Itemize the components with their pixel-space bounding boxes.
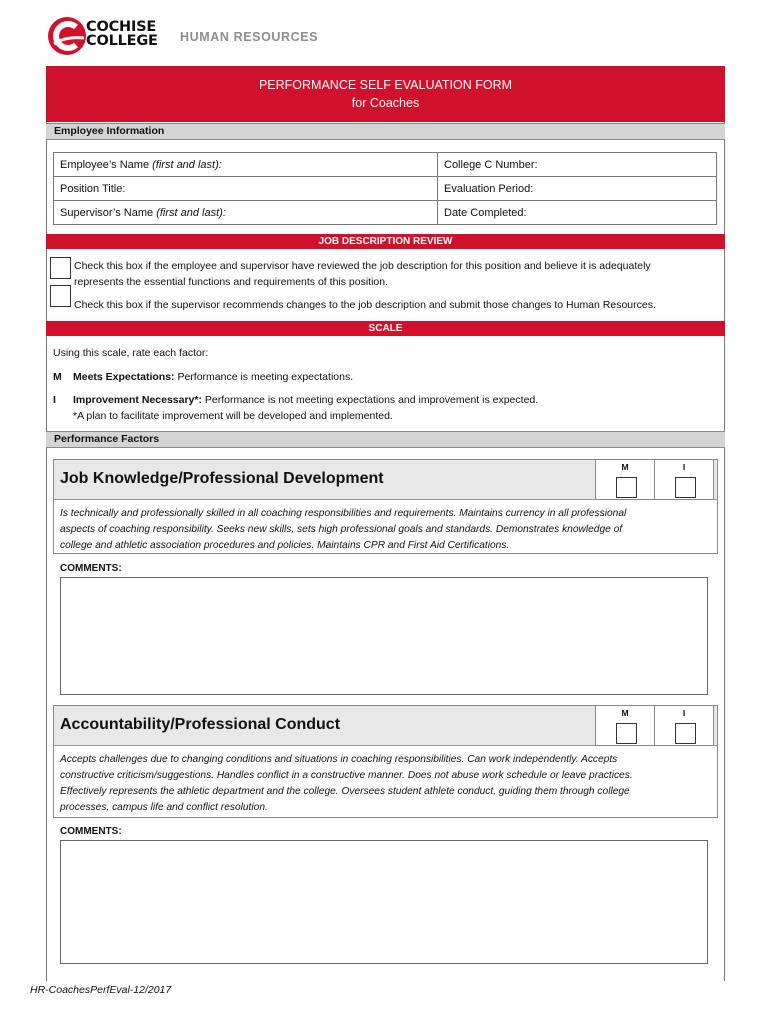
employee-name-field[interactable]: Employee’s Name (first and last): xyxy=(54,153,438,177)
comments-label: COMMENTS: xyxy=(60,826,122,837)
job-review-header: JOB DESCRIPTION REVIEW xyxy=(46,234,725,249)
comments-box-accountability[interactable] xyxy=(60,840,708,964)
comments-box-job-knowledge[interactable] xyxy=(60,577,708,695)
department-label: HUMAN RESOURCES xyxy=(180,30,319,44)
comments-label: COMMENTS: xyxy=(60,563,122,574)
form-title: PERFORMANCE SELF EVALUATION FORM xyxy=(258,78,513,92)
factor-accountability xyxy=(53,705,718,818)
rating-m-cell: M xyxy=(595,705,655,746)
factor-title: Job Knowledge/Professional Development xyxy=(60,470,384,487)
date-completed-field[interactable]: Date Completed: xyxy=(438,201,717,225)
form-subtitle: for Coaches xyxy=(351,96,420,110)
rating-i-cell: I xyxy=(654,459,714,500)
rating-m-checkbox[interactable] xyxy=(616,723,637,744)
job-review-changes-checkbox[interactable] xyxy=(50,285,71,307)
scale-meets: M Meets Expectations: Performance is meeting expectations. xyxy=(53,371,354,383)
scale-intro: Using this scale, rate each factor: xyxy=(53,347,209,359)
factor-header xyxy=(54,706,717,746)
scale-improvement-note: *A plan to facilitate improvement will be developed and implemented. xyxy=(73,410,393,422)
factor-description: Accepts challenges due to changing conditions and situations in coaching responsibilities. Can work independently. Accepts constructive criticism/suggestions. Handles conflict in a constructive manner. Does not abuse work schedule or leave practices. Effectively represents the athletic department and the college. Oversees student athlete conduct, guiding them through college processes, campus life and conflict resolution. xyxy=(60,754,633,813)
rating-m-cell: M xyxy=(595,459,655,500)
job-review-changes-text: Check this box if the supervisor recommends changes to the job description and submit those changes to Human Resources. xyxy=(74,299,656,311)
supervisor-name-field[interactable]: Supervisor’s Name (first and last): xyxy=(54,201,438,225)
factor-header xyxy=(54,460,717,500)
rating-i-checkbox[interactable] xyxy=(675,477,696,498)
performance-factors-header: Performance Factors xyxy=(46,431,725,448)
scale-header: SCALE xyxy=(46,321,725,336)
position-title-field[interactable]: Position Title: xyxy=(54,177,438,201)
rating-i-cell: I xyxy=(654,705,714,746)
factor-title: Accountability/Professional Conduct xyxy=(60,716,341,733)
rating-i-checkbox[interactable] xyxy=(675,723,696,744)
employee-info-table xyxy=(53,152,717,225)
rating-m-checkbox[interactable] xyxy=(616,477,637,498)
college-logo xyxy=(46,14,172,58)
employee-info-header: Employee Information xyxy=(46,123,725,140)
evaluation-period-field[interactable]: Evaluation Period: xyxy=(438,177,717,201)
logo-wordmark: COCHISE COLLEGE xyxy=(86,19,158,49)
job-review-agree-text: Check this box if the employee and supervisor have reviewed the job description for this position and believe it is adequately represents the essential functions and requirements of this position. xyxy=(74,260,651,288)
form-code-footer: HR-CoachesPerfEval-12/2017 xyxy=(30,984,172,996)
factor-job-knowledge xyxy=(53,459,718,554)
cochise-logo-icon xyxy=(46,14,90,58)
job-review-agree-checkbox[interactable] xyxy=(50,257,71,279)
scale-improvement: I Improvement Necessary*: Performance is not meeting expectations and improvement is expected. *A plan to facilitate improvement will be developed and implemented. xyxy=(53,394,539,422)
college-c-number-field[interactable]: College C Number: xyxy=(438,153,717,177)
form-title-band xyxy=(46,66,725,122)
factor-description: Is technically and professionally skilled in all coaching responsibilities and requirements. Maintains currency in all professional aspects of coaching responsibility. Seeks new skills, sets high professional goals and standards. Demonstrates knowledge of college and athletic association procedures and policies. Maintains CPR and First Aid Certifications. xyxy=(60,508,627,551)
